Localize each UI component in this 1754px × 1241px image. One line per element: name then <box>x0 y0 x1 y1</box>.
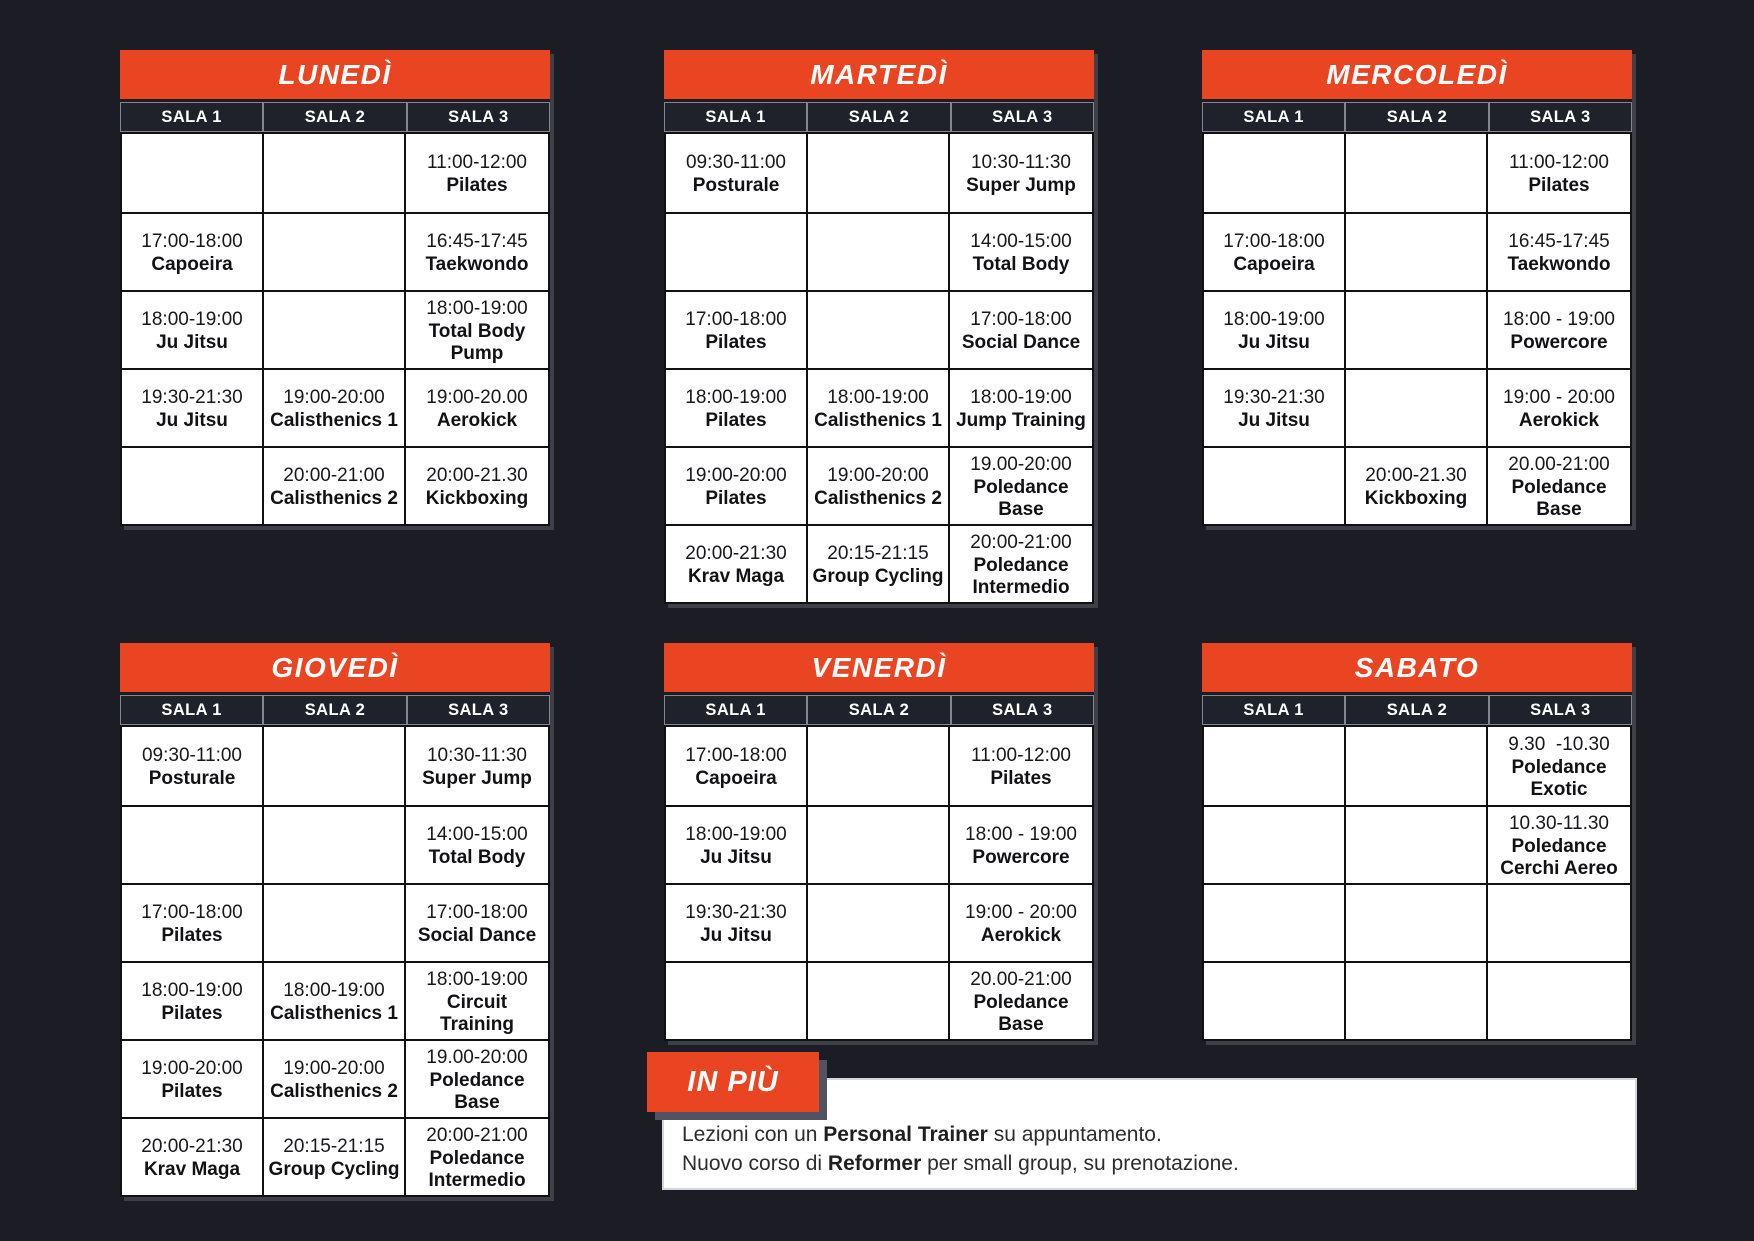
slot-course: Pilates <box>161 1002 223 1024</box>
empty-slot <box>1204 727 1346 805</box>
class-slot <box>666 883 808 961</box>
slot-time: 20:00-21.30 <box>1365 464 1467 486</box>
slot-time: 19:30-21:30 <box>1223 386 1325 408</box>
empty-slot <box>1204 805 1346 883</box>
class-slot <box>1488 290 1630 368</box>
class-slot <box>122 368 264 446</box>
empty-slot <box>264 212 406 290</box>
class-slot <box>122 883 264 961</box>
slot-time: 20:00-21:00 <box>283 464 385 486</box>
empty-slot <box>122 805 264 883</box>
slot-time: 19:30-21:30 <box>685 901 787 923</box>
slot-time: 17:00-18:00 <box>685 744 787 766</box>
room-header: SALA 3 <box>407 695 550 725</box>
class-slot <box>666 134 808 212</box>
slot-time: 19:00 - 20:00 <box>965 901 1077 923</box>
slot-course: Powercore <box>1510 331 1608 353</box>
slot-course: Poledance Exotic <box>1511 756 1607 800</box>
slot-time: 19:00-20:00 <box>685 464 787 486</box>
empty-slot <box>666 212 808 290</box>
slot-time: 17:00-18:00 <box>141 230 243 252</box>
class-slot <box>950 961 1092 1039</box>
slot-course: Ju Jitsu <box>1238 331 1310 353</box>
slot-course: Calisthenics 2 <box>814 487 942 509</box>
slot-time: 19:00-20:00 <box>283 386 385 408</box>
day-header: LUNEDÌ <box>120 50 550 99</box>
class-slot <box>1346 446 1488 524</box>
slot-time: 20:00-21:00 <box>970 531 1072 553</box>
class-slot <box>264 1117 406 1195</box>
extra-text-segment: per small group, su prenotazione. <box>921 1152 1239 1175</box>
slot-time: 14:00-15:00 <box>970 230 1072 252</box>
class-slot <box>264 1039 406 1117</box>
room-header-row <box>1202 695 1632 725</box>
slot-course: Poledance Base <box>973 991 1069 1035</box>
empty-slot <box>1346 134 1488 212</box>
slot-time: 20:15-21:15 <box>827 542 929 564</box>
slot-course: Ju Jitsu <box>156 409 228 431</box>
slot-time: 18:00 - 19:00 <box>1503 308 1615 330</box>
slot-course: Super Jump <box>966 174 1076 196</box>
slot-course: Total Body Pump <box>428 320 526 364</box>
slot-course: Aerokick <box>436 409 518 431</box>
slot-course: Ju Jitsu <box>700 846 772 868</box>
class-slot <box>950 446 1092 524</box>
slot-time: 20:00-21:00 <box>426 1124 528 1146</box>
extra-text-segment: su appuntamento. <box>987 1123 1162 1146</box>
empty-slot <box>808 290 950 368</box>
empty-slot <box>808 212 950 290</box>
slot-time: 11:00-12:00 <box>426 151 527 173</box>
slot-course: Total Body <box>428 846 526 868</box>
slot-time: 10.30-11.30 <box>1508 812 1609 834</box>
slot-course: Taekwondo <box>425 253 529 275</box>
slot-course: Powercore <box>972 846 1070 868</box>
slot-time: 19:00 - 20:00 <box>1503 386 1615 408</box>
day-header: SABATO <box>1202 643 1632 692</box>
empty-slot <box>1204 134 1346 212</box>
schedule-grid <box>1202 725 1632 1041</box>
slot-course: Pilates <box>161 1080 223 1102</box>
class-slot <box>1488 134 1630 212</box>
day-header: MARTEDÌ <box>664 50 1094 99</box>
class-slot <box>122 212 264 290</box>
empty-slot <box>1204 883 1346 961</box>
schedule-table-sabato <box>1202 643 1632 1041</box>
room-header: SALA 1 <box>120 102 263 132</box>
slot-course: Capoeira <box>151 253 233 275</box>
day-header: MERCOLEDÌ <box>1202 50 1632 99</box>
class-slot <box>406 212 548 290</box>
day-header: VENERDÌ <box>664 643 1094 692</box>
slot-time: 20:00-21:30 <box>685 542 787 564</box>
slot-course: Pilates <box>161 924 223 946</box>
room-header: SALA 1 <box>1202 102 1345 132</box>
slot-course: Group Cycling <box>268 1158 400 1180</box>
empty-slot <box>1488 961 1630 1039</box>
class-slot <box>122 727 264 805</box>
class-slot <box>406 1039 548 1117</box>
room-header: SALA 3 <box>951 102 1094 132</box>
slot-course: Aerokick <box>980 924 1062 946</box>
empty-slot <box>264 805 406 883</box>
class-slot <box>122 961 264 1039</box>
class-slot <box>666 727 808 805</box>
slot-time: 17:00-18:00 <box>970 308 1072 330</box>
class-slot <box>1488 368 1630 446</box>
class-slot <box>406 883 548 961</box>
slot-time: 14:00-15:00 <box>426 823 528 845</box>
slot-time: 20.00-21:00 <box>970 968 1072 990</box>
slot-course: Aerokick <box>1518 409 1600 431</box>
empty-slot <box>1204 961 1346 1039</box>
class-slot <box>122 1117 264 1195</box>
slot-time: 10:30-11:30 <box>426 744 527 766</box>
empty-slot <box>808 961 950 1039</box>
slot-course: Poledance Base <box>429 1069 525 1113</box>
class-slot <box>1488 212 1630 290</box>
class-slot <box>406 805 548 883</box>
slot-course: Calisthenics 1 <box>270 409 398 431</box>
slot-time: 19.00-20:00 <box>970 453 1072 475</box>
class-slot <box>808 524 950 602</box>
slot-time: 17:00-18:00 <box>426 901 528 923</box>
extra-text-segment: Nuovo corso di <box>682 1152 828 1175</box>
empty-slot <box>808 883 950 961</box>
room-header: SALA 2 <box>263 102 406 132</box>
class-slot <box>950 212 1092 290</box>
empty-slot <box>1346 212 1488 290</box>
class-slot <box>406 1117 548 1195</box>
empty-slot <box>122 446 264 524</box>
slot-time: 20:15-21:15 <box>283 1135 385 1157</box>
slot-time: 16:45-17:45 <box>426 230 528 252</box>
extra-section-badge: IN PIÙ <box>647 1052 819 1112</box>
schedule-table-giovedi <box>120 643 550 1197</box>
day-header: GIOVEDÌ <box>120 643 550 692</box>
class-slot <box>666 805 808 883</box>
room-header: SALA 1 <box>120 695 263 725</box>
slot-course: Jump Training <box>956 409 1086 431</box>
class-slot <box>122 1039 264 1117</box>
schedule-grid <box>664 725 1094 1041</box>
room-header-row <box>1202 102 1632 132</box>
slot-time: 19:00-20:00 <box>827 464 929 486</box>
class-slot <box>406 961 548 1039</box>
slot-time: 19:30-21:30 <box>141 386 243 408</box>
slot-time: 11:00-12:00 <box>970 744 1071 766</box>
slot-time: 18:00-19:00 <box>283 979 385 1001</box>
class-slot <box>1204 290 1346 368</box>
slot-time: 18:00 - 19:00 <box>965 823 1077 845</box>
class-slot <box>264 961 406 1039</box>
slot-course: Social Dance <box>417 924 537 946</box>
room-header-row <box>120 102 550 132</box>
empty-slot <box>1346 961 1488 1039</box>
slot-time: 20:00-21:30 <box>141 1135 243 1157</box>
room-header: SALA 3 <box>1489 695 1632 725</box>
empty-slot <box>264 727 406 805</box>
slot-course: Poledance Cerchi Aereo <box>1500 835 1618 879</box>
slot-course: Pilates <box>705 409 767 431</box>
slot-time: 09:30-11:00 <box>141 744 242 766</box>
slot-course: Posturale <box>692 174 780 196</box>
slot-time: 20:00-21.30 <box>426 464 528 486</box>
empty-slot <box>808 134 950 212</box>
slot-course: Calisthenics 1 <box>270 1002 398 1024</box>
empty-slot <box>666 961 808 1039</box>
class-slot <box>406 727 548 805</box>
room-header: SALA 3 <box>1489 102 1632 132</box>
extra-text-segment: Lezioni con un <box>682 1123 824 1146</box>
empty-slot <box>264 134 406 212</box>
slot-time: 16:45-17:45 <box>1508 230 1610 252</box>
slot-course: Circuit Training <box>440 991 514 1035</box>
room-header: SALA 2 <box>1345 102 1488 132</box>
slot-course: Calisthenics 1 <box>814 409 942 431</box>
class-slot <box>950 524 1092 602</box>
class-slot <box>950 727 1092 805</box>
slot-time: 19:00-20:00 <box>141 1057 243 1079</box>
slot-time: 18:00-19:00 <box>1223 308 1325 330</box>
class-slot <box>264 446 406 524</box>
class-slot <box>264 368 406 446</box>
slot-time: 10:30-11:30 <box>970 151 1071 173</box>
slot-course: Krav Maga <box>143 1158 241 1180</box>
class-slot <box>666 368 808 446</box>
slot-course: Poledance Intermedio <box>428 1147 526 1191</box>
empty-slot <box>1204 446 1346 524</box>
class-slot <box>950 883 1092 961</box>
schedule-table-mercoledi <box>1202 50 1632 526</box>
class-slot <box>1488 446 1630 524</box>
slot-time: 19:00-20:00 <box>283 1057 385 1079</box>
slot-course: Social Dance <box>961 331 1081 353</box>
slot-time: 18:00-19:00 <box>970 386 1072 408</box>
class-slot <box>950 134 1092 212</box>
slot-course: Capoeira <box>1233 253 1315 275</box>
slot-course: Super Jump <box>422 767 532 789</box>
schedule-table-martedi <box>664 50 1094 604</box>
empty-slot <box>264 290 406 368</box>
slot-time: 18:00-19:00 <box>827 386 929 408</box>
slot-time: 09:30-11:00 <box>685 151 786 173</box>
empty-slot <box>808 727 950 805</box>
slot-course: Pilates <box>1528 174 1590 196</box>
class-slot <box>1204 368 1346 446</box>
extra-text-segment: Reformer <box>827 1152 922 1175</box>
room-header: SALA 1 <box>664 102 807 132</box>
empty-slot <box>1346 883 1488 961</box>
slot-time: 20.00-21:00 <box>1508 453 1610 475</box>
class-slot <box>950 290 1092 368</box>
slot-course: Poledance Intermedio <box>972 554 1070 598</box>
slot-course: Group Cycling <box>812 565 944 587</box>
empty-slot <box>264 883 406 961</box>
slot-course: Ju Jitsu <box>156 331 228 353</box>
schedule-table-venerdi <box>664 643 1094 1041</box>
slot-course: Poledance Base <box>973 476 1069 520</box>
class-slot <box>122 290 264 368</box>
slot-course: Krav Maga <box>687 565 785 587</box>
room-header: SALA 2 <box>1345 695 1488 725</box>
class-slot <box>666 524 808 602</box>
slot-course: Taekwondo <box>1507 253 1611 275</box>
class-slot <box>406 368 548 446</box>
slot-course: Ju Jitsu <box>700 924 772 946</box>
slot-time: 19:00-20.00 <box>426 386 528 408</box>
class-slot <box>1488 727 1630 805</box>
slot-course: Pilates <box>990 767 1052 789</box>
schedule-grid <box>120 725 550 1197</box>
room-header: SALA 2 <box>807 102 950 132</box>
slot-time: 9.30 -10.30 <box>1508 733 1610 755</box>
class-slot <box>950 368 1092 446</box>
slot-time: 19.00-20:00 <box>426 1046 528 1068</box>
extra-info-line <box>682 1120 1615 1149</box>
empty-slot <box>1346 805 1488 883</box>
room-header: SALA 1 <box>1202 695 1345 725</box>
slot-course: Capoeira <box>695 767 777 789</box>
slot-course: Calisthenics 2 <box>270 1080 398 1102</box>
room-header: SALA 3 <box>407 102 550 132</box>
empty-slot <box>1346 368 1488 446</box>
slot-time: 18:00-19:00 <box>141 979 243 1001</box>
slot-time: 17:00-18:00 <box>141 901 243 923</box>
slot-time: 18:00-19:00 <box>426 968 528 990</box>
class-slot <box>666 290 808 368</box>
class-slot <box>808 446 950 524</box>
slot-course: Kickboxing <box>1364 487 1468 509</box>
schedule-grid <box>120 132 550 526</box>
extra-text-segment: Personal Trainer <box>823 1123 988 1146</box>
empty-slot <box>808 805 950 883</box>
slot-time: 17:00-18:00 <box>1223 230 1325 252</box>
schedule-grid <box>1202 132 1632 526</box>
empty-slot <box>1346 727 1488 805</box>
room-header-row <box>664 695 1094 725</box>
slot-time: 17:00-18:00 <box>685 308 787 330</box>
slot-course: Posturale <box>148 767 236 789</box>
slot-course: Pilates <box>446 174 508 196</box>
slot-course: Ju Jitsu <box>1238 409 1310 431</box>
class-slot <box>406 290 548 368</box>
room-header: SALA 2 <box>807 695 950 725</box>
class-slot <box>406 446 548 524</box>
slot-course: Pilates <box>705 331 767 353</box>
slot-course: Calisthenics 2 <box>270 487 398 509</box>
slot-time: 11:00-12:00 <box>1508 151 1609 173</box>
schedule-table-lunedi <box>120 50 550 526</box>
class-slot <box>1488 805 1630 883</box>
schedule-grid <box>664 132 1094 604</box>
slot-time: 18:00-19:00 <box>685 823 787 845</box>
slot-course: Poledance Base <box>1511 476 1607 520</box>
empty-slot <box>122 134 264 212</box>
room-header: SALA 1 <box>664 695 807 725</box>
empty-slot <box>1346 290 1488 368</box>
slot-time: 18:00-19:00 <box>141 308 243 330</box>
room-header: SALA 3 <box>951 695 1094 725</box>
empty-slot <box>1488 883 1630 961</box>
class-slot <box>950 805 1092 883</box>
slot-time: 18:00-19:00 <box>426 297 528 319</box>
room-header-row <box>120 695 550 725</box>
slot-course: Kickboxing <box>425 487 529 509</box>
room-header-row <box>664 102 1094 132</box>
slot-time: 18:00-19:00 <box>685 386 787 408</box>
class-slot <box>406 134 548 212</box>
class-slot <box>808 368 950 446</box>
slot-course: Pilates <box>705 487 767 509</box>
class-slot <box>666 446 808 524</box>
room-header: SALA 2 <box>263 695 406 725</box>
class-slot <box>1204 212 1346 290</box>
slot-course: Total Body <box>972 253 1070 275</box>
extra-info-line <box>682 1149 1615 1178</box>
